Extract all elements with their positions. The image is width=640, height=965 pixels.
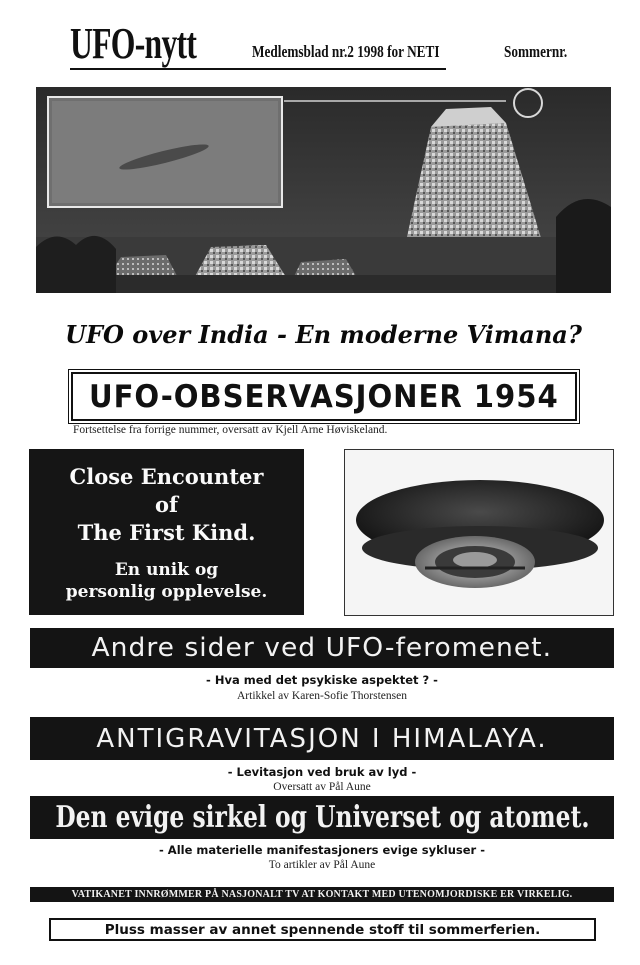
vatikanet-band	[30, 887, 614, 902]
close-encounter-line3: The First Kind.	[77, 520, 256, 545]
cover-photo	[36, 87, 611, 293]
antigravitasjon-title: ANTIGRAVITASJON I HIMALAYA.	[96, 723, 548, 754]
masthead-season: Sommernr.	[504, 42, 568, 61]
close-encounter-sub2: personlig opplevelse.	[65, 582, 268, 602]
masthead	[70, 14, 590, 74]
andre-sider-band	[30, 628, 614, 668]
masthead-rule	[70, 68, 446, 70]
vatikanet-text: VATIKANET INNRØMMER PÅ NASJONALT TV AT KONTAKT MED UTENOMJORDISKE ER VIRKELIG.	[71, 889, 573, 900]
masthead-title: UFO-nytt	[70, 19, 197, 68]
antigravitasjon-band	[30, 717, 614, 760]
pluss-box	[49, 918, 596, 941]
antigravitasjon-author: Oversatt av Pål Aune	[273, 781, 371, 793]
andre-sider-author: Artikkel av Karen-Sofie Thorstensen	[236, 690, 407, 702]
antigravitasjon-subtitle: - Levitasjon ved bruk av lyd -	[227, 765, 417, 779]
close-encounter-sub1: En unik og	[114, 560, 219, 580]
saucer-photo	[344, 449, 614, 616]
andre-sider-title: Andre sider ved UFO-feromenet.	[91, 633, 553, 663]
andre-sider-subtitle: - Hva med det psykiske aspektet ? -	[206, 673, 438, 687]
sirkel-band	[30, 796, 614, 839]
close-encounter-box	[29, 449, 304, 615]
sirkel-title: Den evige sirkel og Universet og atomet.	[54, 800, 590, 835]
observations-title: UFO-OBSERVASJONER 1954	[89, 378, 559, 415]
headline-india: UFO over India - En moderne Vimana?	[65, 320, 582, 349]
observations-caption: Fortsettelse fra forrige nummer, oversatt av Kjell Arne Høviskeland.	[73, 424, 388, 436]
flying-saucer-icon	[345, 450, 614, 616]
pluss-text: Pluss masser av annet spennende stoff til sommerferien.	[104, 921, 541, 938]
sirkel-author: To artikler av Pål Aune	[268, 859, 376, 871]
close-encounter-line1: Close Encounter	[69, 464, 264, 489]
observations-title-box	[71, 372, 577, 421]
close-encounter-line2: of	[154, 492, 179, 517]
temple-ufo-photo-icon	[36, 87, 611, 293]
sirkel-subtitle: - Alle materielle manifestasjoners evige sykluser -	[159, 843, 485, 857]
masthead-issue: Medlemsblad nr.2 1998 for NETI	[252, 42, 440, 61]
